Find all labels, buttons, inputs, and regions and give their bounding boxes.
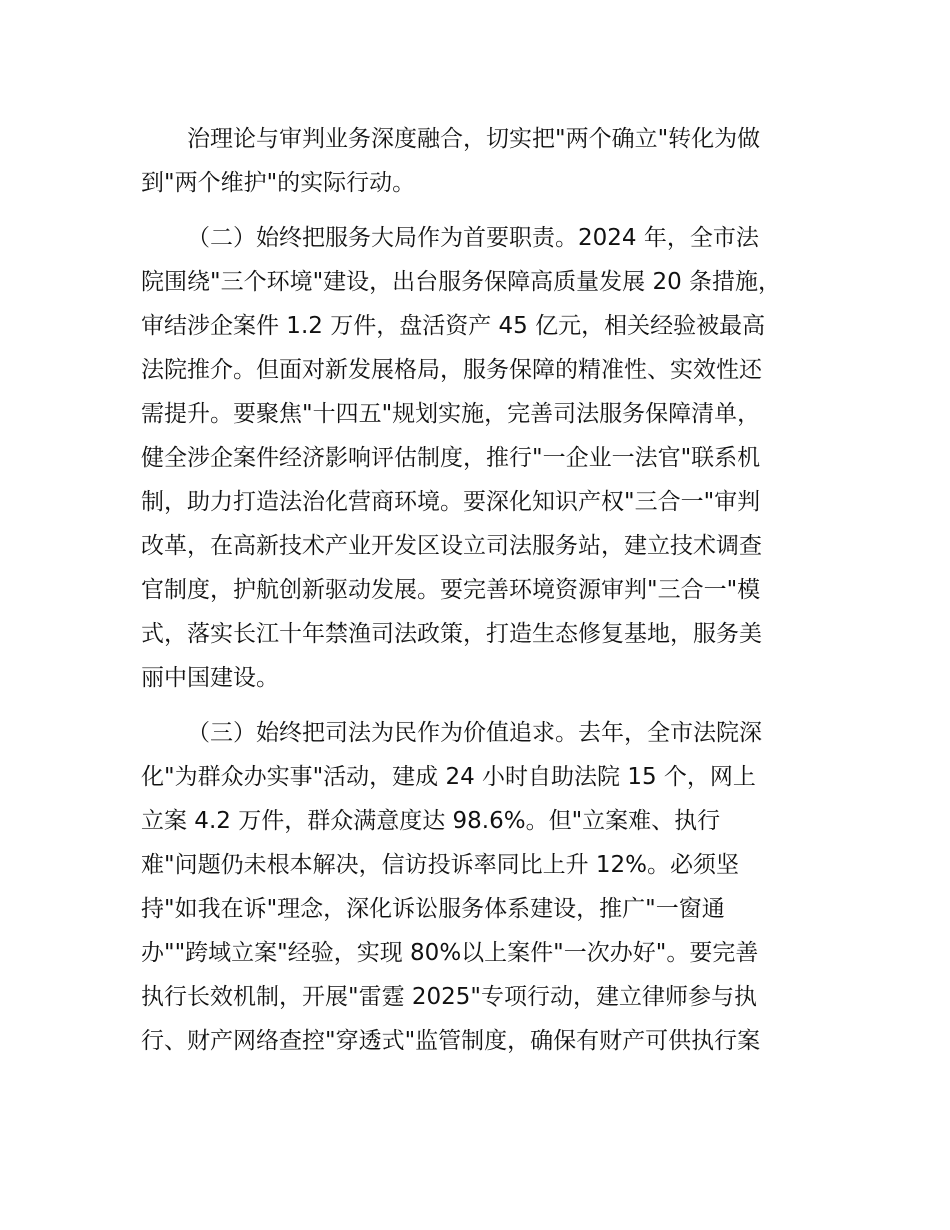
- text-line: 审结涉企案件 1.2 万件，盘活资产 45 亿元，相关经验被最高: [141, 313, 766, 339]
- text-line: 丽中国建设。: [141, 665, 279, 691]
- text-line: 办""跨域立案"经验，实现 80%以上案件"一次办好"。要完善: [141, 940, 759, 966]
- text-line: 官制度，护航创新驱动发展。要完善环境资源审判"三合一"模: [141, 577, 761, 603]
- body-text: [141, 117, 841, 1063]
- text-line: 难"问题仍未根本解决，信访投诉率同比上升 12%。必须坚: [141, 852, 740, 878]
- text-line: 执行长效机制，开展"雷霆 2025"专项行动，建立律师参与执: [141, 984, 758, 1010]
- text-line: 到"两个维护"的实际行动。: [141, 170, 416, 196]
- paragraph-2: [141, 216, 841, 700]
- paragraph-3: [141, 711, 841, 1063]
- text-line: （二）始终把服务大局作为首要职责。2024 年，全市法: [187, 225, 759, 251]
- text-line: 制，助力打造法治化营商环境。要深化知识产权"三合一"审判: [141, 489, 761, 515]
- text-line: 改革，在高新技术产业开发区设立司法服务站，建立技术调查: [141, 533, 762, 559]
- paragraph-1: [141, 117, 841, 205]
- text-line: 式，落实长江十年禁渔司法政策，打造生态修复基地，服务美: [141, 621, 762, 647]
- text-line: 治理论与审判业务深度融合，切实把"两个确立"转化为做: [187, 126, 761, 152]
- text-line: 行、财产网络查控"穿透式"监管制度，确保有财产可供执行案: [141, 1028, 761, 1054]
- text-line: 立案 4.2 万件，群众满意度达 98.6%。但"立案难、执行: [141, 808, 721, 834]
- text-line: 健全涉企案件经济影响评估制度，推行"一企业一法官"联系机: [141, 445, 761, 471]
- text-line: 院围绕"三个环境"建设，出台服务保障高质量发展 20 条措施，: [141, 269, 782, 295]
- text-line: 化"为群众办实事"活动，建成 24 小时自助法院 15 个，网上: [141, 764, 756, 790]
- text-line: （三）始终把司法为民作为价值追求。去年，全市法院深: [187, 720, 762, 746]
- text-line: 持"如我在诉"理念，深化诉讼服务体系建设，推广"一窗通: [141, 896, 725, 922]
- text-line: 需提升。要聚焦"十四五"规划实施，完善司法服务保障清单，: [141, 401, 761, 427]
- text-line: 法院推介。但面对新发展格局，服务保障的精准性、实效性还: [141, 357, 762, 383]
